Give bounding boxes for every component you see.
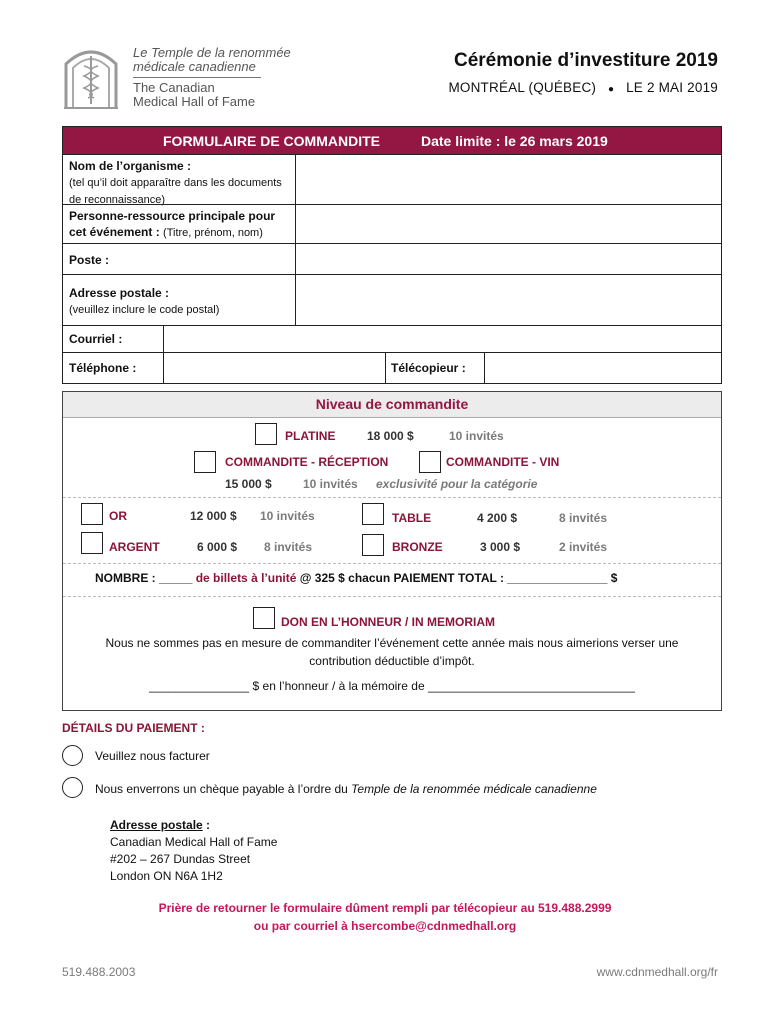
reception-vin-price: 15 000 $ — [225, 477, 272, 491]
contact-person-field[interactable] — [296, 205, 721, 244]
sponsorship-level-box — [62, 391, 722, 711]
reception-name: COMMANDITE - RÉCEPTION — [225, 455, 389, 469]
table-price: 4 200 $ — [477, 511, 518, 525]
bullet-icon: ● — [607, 84, 615, 95]
platine-name: PLATINE — [285, 429, 336, 443]
argent-checkbox[interactable] — [81, 532, 103, 554]
cheque-radio[interactable] — [62, 777, 83, 798]
logo-en-line1: The Canadian — [133, 80, 215, 95]
mailing-address-heading: Adresse postale — [110, 818, 203, 832]
platine-guests: 10 invités — [449, 429, 504, 443]
platine-price: 18 000 $ — [367, 429, 414, 443]
mailing-address — [110, 817, 277, 885]
address-line-3: London ON N6A 1H2 — [110, 869, 223, 883]
sponsorship-form-table — [62, 126, 722, 384]
bronze-price: 3 000 $ — [480, 540, 521, 554]
org-label: Nom de l’organisme : — [69, 159, 192, 173]
event-date: LE 2 MAI 2019 — [626, 80, 718, 95]
phone-row — [63, 352, 721, 383]
event-location: MONTRÉAL (QUÉBEC) — [448, 80, 597, 95]
event-subtitle — [448, 80, 718, 95]
logo-fr-line2: médicale canadienne — [133, 59, 256, 74]
payment-heading: DÉTAILS DU PAIEMENT : — [62, 721, 205, 735]
argent-name: ARGENT — [109, 540, 160, 554]
address-note: (veuillez inclure le code postal) — [69, 304, 220, 316]
cheque-payee: Temple de la renommée médicale canadienne — [351, 782, 597, 796]
contact-note: (Titre, prénom, nom) — [163, 227, 263, 239]
org-name-field[interactable] — [296, 155, 721, 205]
footer-phone: 519.488.2003 — [62, 965, 136, 979]
fax-label: Télécopieur : — [391, 361, 466, 375]
mailing-address-colon: : — [202, 818, 211, 832]
org-row — [63, 154, 721, 205]
donation-amount-line: _______________ $ en l’honneur / à la mémoire de _______________________________ — [149, 679, 635, 693]
address-label: Adresse postale : — [69, 286, 170, 300]
reception-vin-guests: 10 invités — [303, 477, 358, 491]
or-checkbox[interactable] — [81, 503, 103, 525]
donation-text-2: contribution déductible d’impôt. — [309, 654, 475, 668]
bronze-checkbox[interactable] — [362, 534, 384, 556]
or-guests: 10 invités — [260, 509, 315, 523]
table-guests: 8 invités — [559, 511, 608, 525]
phone-field[interactable] — [164, 353, 384, 383]
or-price: 12 000 $ — [190, 509, 237, 523]
footer-website[interactable]: www.cdnmedhall.org/fr — [596, 965, 718, 979]
position-row — [63, 243, 721, 275]
reception-vin-note: exclusivité pour la catégorie — [376, 477, 538, 491]
ticket-quantity-line — [95, 571, 617, 585]
form-header-bar — [63, 127, 721, 154]
logo-text — [133, 46, 303, 109]
table-checkbox[interactable] — [362, 503, 384, 525]
return-instructions-1: Prière de retourner le formulaire dûment rempli par télécopieur au 519.488.2999 — [158, 901, 612, 915]
fax-field[interactable] — [485, 353, 721, 383]
bronze-name: BRONZE — [392, 540, 443, 554]
invoice-option-label: Veuillez nous facturer — [95, 749, 210, 763]
address-field[interactable] — [296, 275, 721, 326]
cheque-option-label — [95, 782, 597, 796]
email-label: Courriel : — [69, 332, 123, 346]
reception-checkbox[interactable] — [194, 451, 216, 473]
org-note: (tel qu’il doit apparaître dans les documents de reconnaissance) — [69, 177, 282, 206]
donation-text-1: Nous ne sommes pas en mesure de commanditer l’événement cette année mais nous aimerions verser une — [105, 636, 679, 650]
argent-price: 6 000 $ — [197, 540, 238, 554]
address-line-1: Canadian Medical Hall of Fame — [110, 835, 278, 849]
position-label: Poste : — [69, 253, 110, 267]
form-heading: FORMULAIRE DE COMMANDITE — [163, 133, 380, 149]
or-name: OR — [109, 509, 127, 523]
cheque-option-prefix: Nous enverrons un chèque payable à l’ordre du — [95, 782, 352, 796]
phone-label: Téléphone : — [69, 361, 137, 375]
page-title: Cérémonie d’investiture 2019 — [454, 50, 718, 71]
donation-checkbox[interactable] — [253, 607, 275, 629]
contact-row — [63, 204, 721, 244]
form-deadline: Date limite : le 26 mars 2019 — [421, 133, 608, 149]
logo-emblem-icon — [60, 42, 122, 110]
logo-fr-line1: Le Temple de la renommée — [133, 45, 291, 60]
sponsorship-heading: Niveau de commandite — [63, 392, 721, 418]
email-row — [63, 325, 721, 353]
nombre-tickets: de billets à l’unité — [195, 571, 297, 585]
position-field[interactable] — [296, 244, 721, 275]
contact-label: Personne-ressource principale pour — [69, 209, 276, 223]
invoice-radio[interactable] — [62, 745, 83, 766]
nombre-rest: @ 325 $ chacun PAIEMENT TOTAL : _______________ $ — [299, 571, 618, 585]
nombre-label: NOMBRE : _____ — [95, 571, 193, 585]
contact-label-2: cet événement : — [69, 225, 160, 239]
donation-title: DON EN L’HONNEUR / IN MEMORIAM — [281, 615, 496, 629]
argent-guests: 8 invités — [264, 540, 313, 554]
return-instructions-2: ou par courriel à hsercombe@cdnmedhall.org — [253, 919, 517, 933]
address-line-2: #202 – 267 Dundas Street — [110, 852, 251, 866]
address-row — [63, 274, 721, 326]
table-name: TABLE — [392, 511, 432, 525]
bronze-guests: 2 invités — [559, 540, 608, 554]
email-field[interactable] — [164, 326, 721, 353]
vin-checkbox[interactable] — [419, 451, 441, 473]
vin-name: COMMANDITE - VIN — [446, 455, 560, 469]
logo-en-line2: Medical Hall of Fame — [133, 94, 256, 109]
platine-checkbox[interactable] — [255, 423, 277, 445]
